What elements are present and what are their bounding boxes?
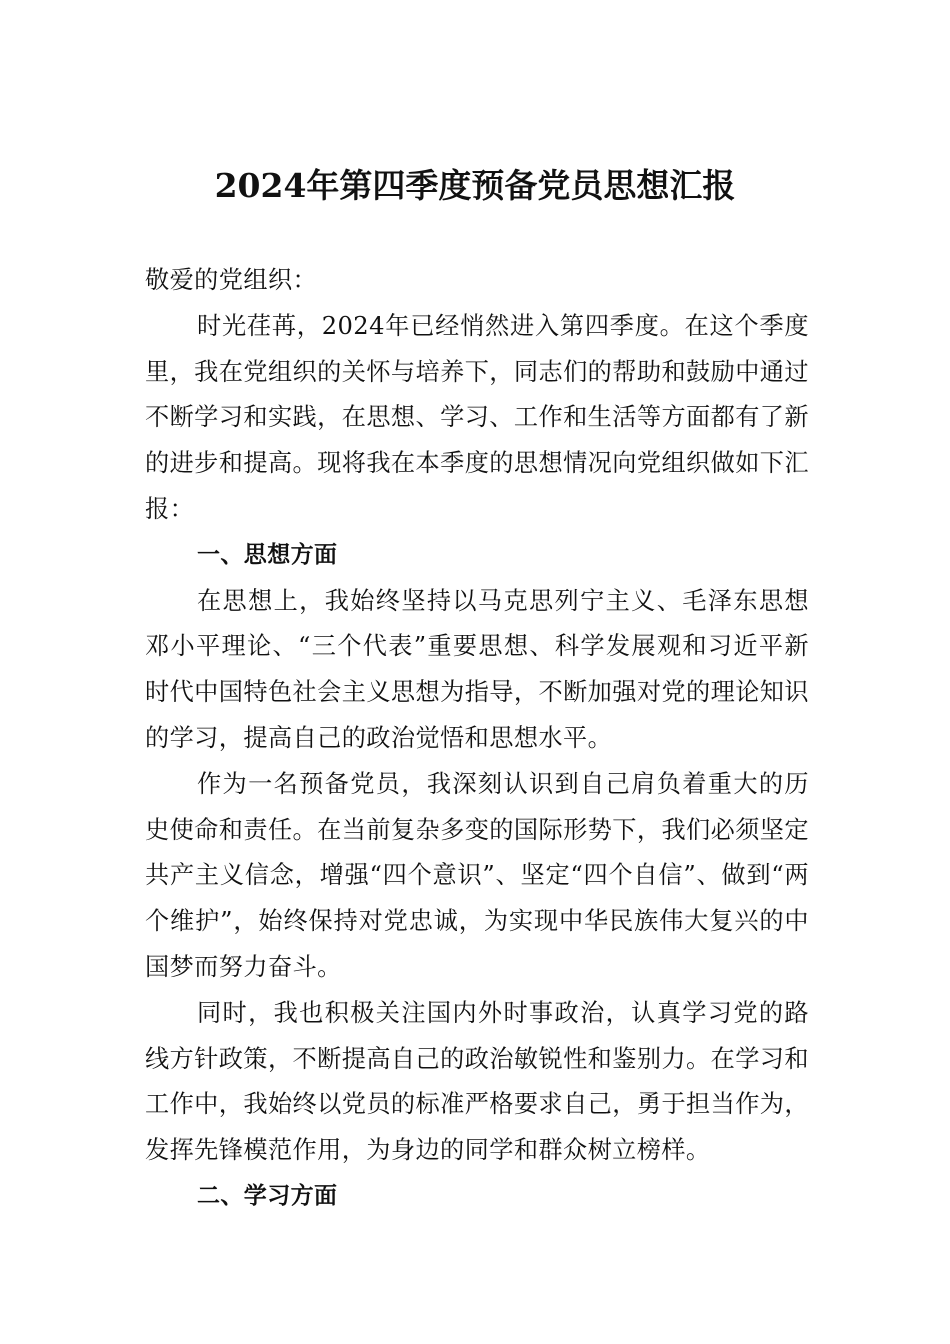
paragraph-thought-3: 同时，我也积极关注国内外时事政治，认真学习党的路线方针政策，不断提高自己的政治敏锐性和鉴别力。在学习和工作中，我始终以党员的标准严格要求自己，勇于担当作为，发挥先锋模范作用，为身边的同学和群众树立榜样。 bbox=[145, 998, 809, 1165]
section-heading-study: 二、学习方面 bbox=[197, 1182, 338, 1209]
section-heading-thought: 一、思想方面 bbox=[197, 541, 338, 568]
salutation: 敬爱的党组织： bbox=[145, 266, 318, 294]
intro-paragraph: 时光荏苒，2024年已经悄然进入第四季度。在这个季度里，我在党组织的关怀与培养下，同志们的帮助和鼓励中通过不断学习和实践，在思想、学习、工作和生活等方面都有了新的进步和提高。现将我在本季度的思想情况向党组织做如下汇报： bbox=[145, 311, 809, 523]
paragraph-thought-2: 作为一名预备党员，我深刻认识到自己肩负着重大的历史使命和责任。在当前复杂多变的国际形势下，我们必须坚定共产主义信念，增强“四个意识”、坚定“四个自信”、做到“两个维护”，始终保持对党忠诚，为实现中华民族伟大复兴的中国梦而努力奋斗。 bbox=[145, 769, 809, 981]
paragraph-thought-1: 在思想上，我始终坚持以马克思列宁主义、毛泽东思想邓小平理论、“三个代表”重要思想、科学发展观和习近平新时代中国特色社会主义思想为指导，不断加强对党的理论知识的学习，提高自己的政治觉悟和思想水平。 bbox=[145, 586, 809, 752]
document-title: 2024年第四季度预备党员思想汇报 bbox=[214, 166, 736, 205]
document-body bbox=[145, 258, 809, 1220]
